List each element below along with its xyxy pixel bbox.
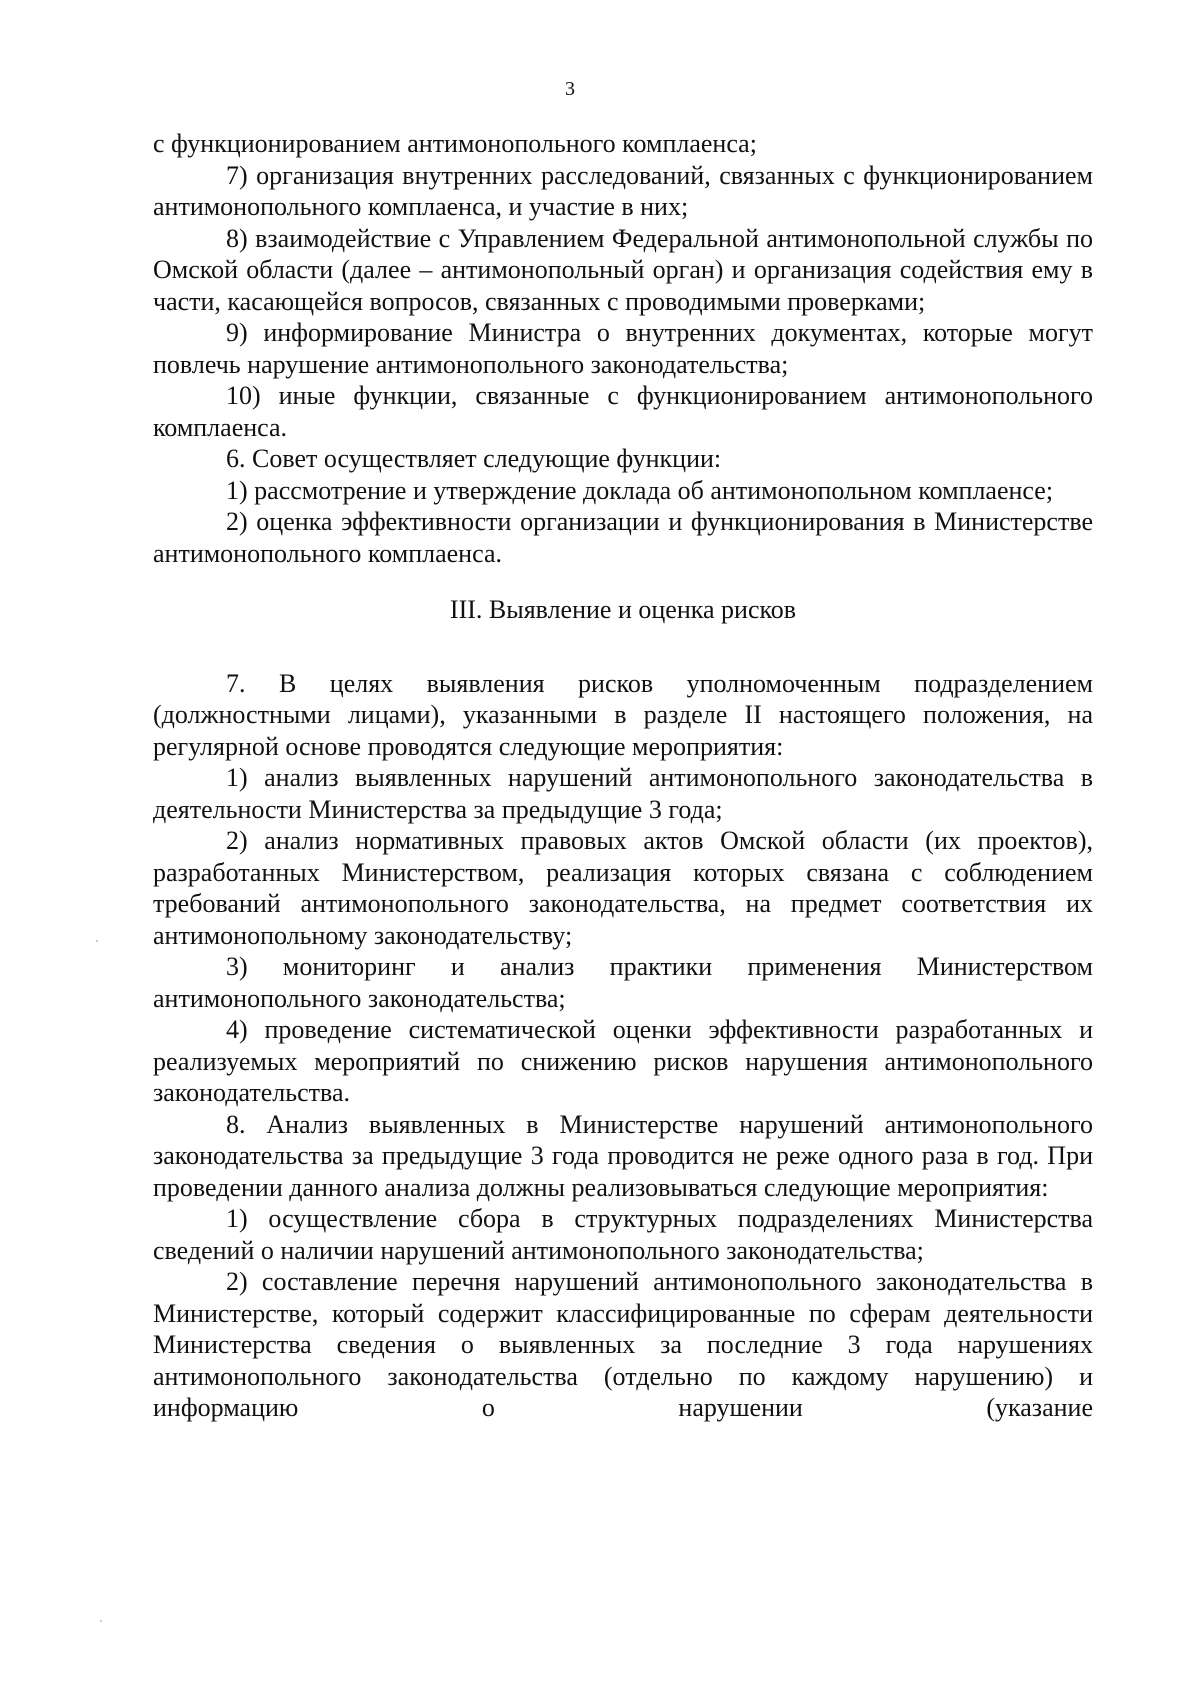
paragraph: 9) информирование Министра о внутренних документах, которые могут повлечь нарушение антимонопольного законодательства; [153,318,1093,379]
paragraph: с функционированием антимонопольного комплаенса; [153,129,757,158]
paragraph: 8. Анализ выявленных в Министерстве нарушений антимонопольного законодательства за предыдущие 3 года проводится не реже одного раза в год. При проведении данного анализа должны реализовываться следующие мероприятия: [153,1109,1093,1202]
paragraph: 1) рассмотрение и утверждение доклада об антимонопольном комплаенсе; [226,475,1054,505]
paragraph: 4) проведение систематической оценки эффективности разработанных и реализуемых мероприятий по снижению рисков нарушения антимонопольного законодательства. [153,1015,1093,1107]
paragraph: 10) иные функции, связанные с функционированием антимонопольного комплаенса. [153,381,1093,442]
paragraph: 2) оценка эффективности организации и функционирования в Министерстве антимонопольного комплаенса. [153,507,1093,568]
paragraph: 8) взаимодействие с Управлением Федеральной антимонопольной службы по Омской области (далее – антимонопольный орган) и организация содействия ему в части, касающейся вопросов, связанных с проводимыми проверками; [153,223,1093,316]
paragraph: 2) составление перечня нарушений антимонопольного законодательства в Министерстве, который содержит классифицированные по сферам деятельности Министерства сведения о выявленных за последние 3 года нарушениях антимонопольного законодательства (отдельно по каждому нарушению) и информацию о нарушении (указание [153,1267,1093,1422]
paragraphs-after-heading [153,668,1093,1424]
page-number: 3 [565,78,575,100]
paragraph: 1) анализ выявленных нарушений антимонопольного законодательства в деятельности Министерства за предыдущие 3 года; [153,763,1093,824]
paragraph: 7) организация внутренних расследований, связанных с функционированием антимонопольного комплаенса, и участие в них; [153,160,1093,221]
paragraph: 1) осуществление сбора в структурных подразделениях Министерства сведений о наличии нарушений антимонопольного законодательства; [153,1204,1093,1265]
scan-speck [96,940,98,942]
paragraphs-before-heading [153,128,1093,569]
paragraph: 6. Совет осуществляет следующие функции: [226,444,722,473]
paragraph: 7. В целях выявления рисков уполномоченным подразделением (должностными лицами), указанными в разделе II настоящего положения, на регулярной основе проводятся следующие мероприятия: [153,668,1093,761]
scan-speck [100,1620,102,1622]
paragraph: 2) анализ нормативных правовых актов Омской области (их проектов), разработанных Министерством, реализация которых связана с соблюдением требований антимонопольного законодательства, на предмет соответствия их антимонопольному законодательству; [153,826,1093,950]
document-body [153,128,1093,1424]
section-heading: III. Выявление и оценка рисков [449,595,797,624]
paragraph: 3) мониторинг и анализ практики применения Министерством антимонопольного законодательства; [153,952,1093,1013]
